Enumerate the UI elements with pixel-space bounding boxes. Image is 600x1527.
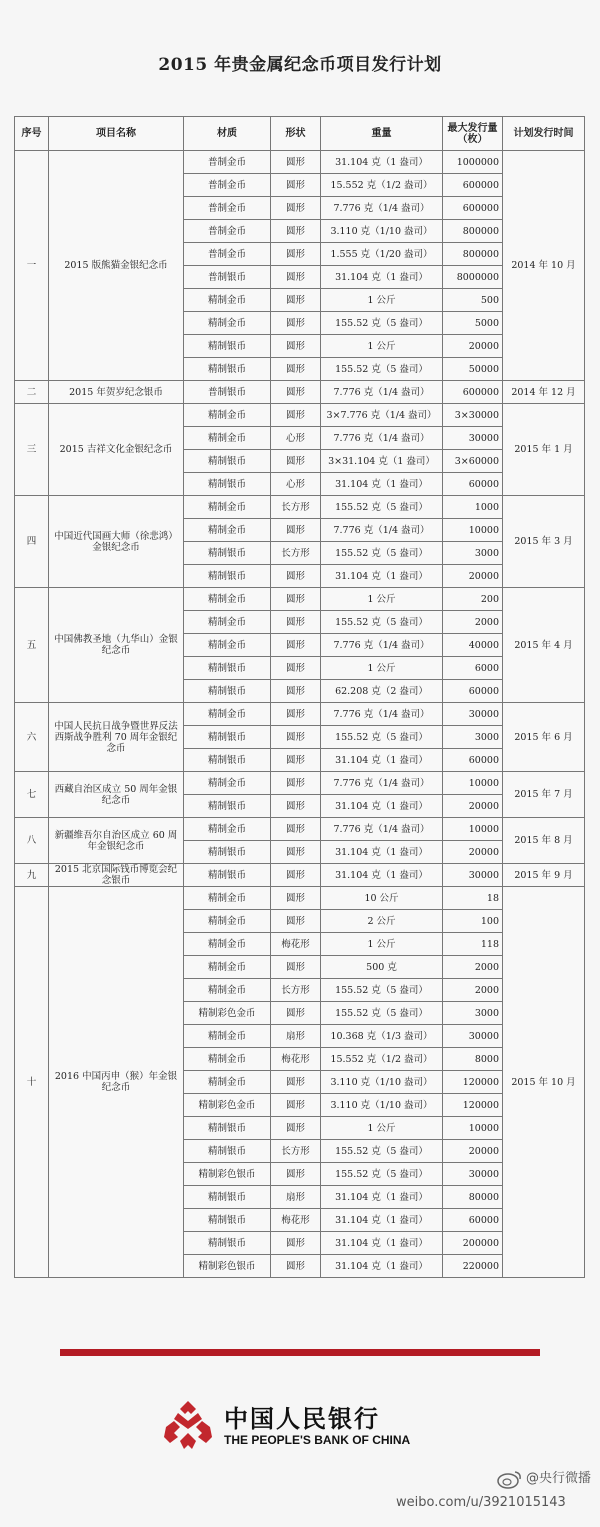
quantity-cell: 60000 (443, 473, 503, 496)
weight-cell: 31.104 克（1 盎司） (321, 1232, 443, 1255)
issue-date: 2015 年 3 月 (503, 496, 585, 588)
material-cell: 精制银币 (184, 680, 271, 703)
header-shape: 形状 (271, 117, 321, 151)
project-seq: 九 (15, 864, 49, 887)
quantity-cell: 8000 (443, 1048, 503, 1071)
shape-cell: 圆形 (271, 841, 321, 864)
quantity-cell: 5000 (443, 312, 503, 335)
quantity-cell: 800000 (443, 220, 503, 243)
material-cell: 精制金币 (184, 703, 271, 726)
material-cell: 精制金币 (184, 427, 271, 450)
quantity-cell: 40000 (443, 634, 503, 657)
shape-cell: 梅花形 (271, 1048, 321, 1071)
quantity-cell: 60000 (443, 749, 503, 772)
weight-cell: 1 公斤 (321, 289, 443, 312)
project-name: 2015 年贺岁纪念银币 (49, 381, 184, 404)
shape-cell: 圆形 (271, 335, 321, 358)
shape-cell: 扇形 (271, 1025, 321, 1048)
material-cell: 精制金币 (184, 887, 271, 910)
table-row (15, 496, 585, 519)
shape-cell: 扇形 (271, 1186, 321, 1209)
table-row (15, 404, 585, 427)
shape-cell: 圆形 (271, 1255, 321, 1278)
weight-cell: 31.104 克（1 盎司） (321, 864, 443, 887)
material-cell: 精制金币 (184, 496, 271, 519)
header-material: 材质 (184, 117, 271, 151)
material-cell: 精制银币 (184, 841, 271, 864)
quantity-cell: 30000 (443, 1025, 503, 1048)
weight-cell: 7.776 克（1/4 盎司） (321, 381, 443, 404)
header-project-name: 项目名称 (49, 117, 184, 151)
project-seq: 三 (15, 404, 49, 496)
quantity-cell: 600000 (443, 174, 503, 197)
quantity-cell: 3×30000 (443, 404, 503, 427)
issue-date: 2015 年 6 月 (503, 703, 585, 772)
material-cell: 普制金币 (184, 243, 271, 266)
weight-cell: 155.52 克（5 盎司） (321, 979, 443, 1002)
weight-cell: 7.776 克（1/4 盎司） (321, 772, 443, 795)
table-row (15, 588, 585, 611)
issuance-plan-table (14, 116, 585, 1278)
shape-cell: 圆形 (271, 726, 321, 749)
material-cell: 精制银币 (184, 864, 271, 887)
material-cell: 精制金币 (184, 933, 271, 956)
weibo-icon (497, 1469, 523, 1489)
weight-cell: 155.52 克（5 盎司） (321, 358, 443, 381)
material-cell: 精制金币 (184, 772, 271, 795)
shape-cell: 圆形 (271, 795, 321, 818)
shape-cell: 圆形 (271, 404, 321, 427)
weibo-handle: @央行微播 (526, 1471, 592, 1486)
shape-cell: 圆形 (271, 312, 321, 335)
weight-cell: 10 公斤 (321, 887, 443, 910)
table-row (15, 703, 585, 726)
material-cell: 精制银币 (184, 450, 271, 473)
weight-cell: 62.208 克（2 盎司） (321, 680, 443, 703)
material-cell: 精制银币 (184, 1140, 271, 1163)
header-seq: 序号 (15, 117, 49, 151)
quantity-cell: 10000 (443, 818, 503, 841)
material-cell: 普制金币 (184, 220, 271, 243)
material-cell: 精制金币 (184, 312, 271, 335)
quantity-cell: 3×60000 (443, 450, 503, 473)
quantity-cell: 20000 (443, 565, 503, 588)
material-cell: 精制金币 (184, 588, 271, 611)
weight-cell: 155.52 克（5 盎司） (321, 542, 443, 565)
shape-cell: 圆形 (271, 657, 321, 680)
shape-cell: 圆形 (271, 611, 321, 634)
bank-name-cn: 中国人民银行 (224, 1404, 380, 1433)
weight-cell: 155.52 克（5 盎司） (321, 1140, 443, 1163)
material-cell: 精制彩色金币 (184, 1094, 271, 1117)
pboc-logo-icon (160, 1397, 216, 1453)
weight-cell: 7.776 克（1/4 盎司） (321, 634, 443, 657)
issue-date: 2014 年 10 月 (503, 151, 585, 381)
table-row (15, 864, 585, 887)
table-header-row (15, 117, 585, 151)
quantity-cell: 30000 (443, 427, 503, 450)
shape-cell: 梅花形 (271, 933, 321, 956)
shape-cell: 圆形 (271, 197, 321, 220)
quantity-cell: 20000 (443, 795, 503, 818)
shape-cell: 长方形 (271, 1140, 321, 1163)
shape-cell: 圆形 (271, 703, 321, 726)
weight-cell: 10.368 克（1/3 盎司） (321, 1025, 443, 1048)
material-cell: 精制金币 (184, 1025, 271, 1048)
footer-red-bar (60, 1349, 540, 1356)
weight-cell: 31.104 克（1 盎司） (321, 795, 443, 818)
shape-cell: 圆形 (271, 220, 321, 243)
material-cell: 普制金币 (184, 151, 271, 174)
shape-cell: 圆形 (271, 266, 321, 289)
weight-cell: 1 公斤 (321, 588, 443, 611)
material-cell: 精制金币 (184, 818, 271, 841)
shape-cell: 圆形 (271, 174, 321, 197)
table-row (15, 887, 585, 910)
shape-cell: 圆形 (271, 864, 321, 887)
weight-cell: 155.52 克（5 盎司） (321, 312, 443, 335)
shape-cell: 圆形 (271, 1117, 321, 1140)
quantity-cell: 60000 (443, 680, 503, 703)
table-body (15, 151, 585, 1278)
issue-date: 2015 年 7 月 (503, 772, 585, 818)
material-cell: 精制金币 (184, 404, 271, 427)
material-cell: 精制金币 (184, 289, 271, 312)
project-seq: 五 (15, 588, 49, 703)
shape-cell: 圆形 (271, 519, 321, 542)
weight-cell: 155.52 克（5 盎司） (321, 1163, 443, 1186)
material-cell: 精制金币 (184, 611, 271, 634)
shape-cell: 圆形 (271, 358, 321, 381)
quantity-cell: 10000 (443, 772, 503, 795)
weight-cell: 31.104 克（1 盎司） (321, 841, 443, 864)
material-cell: 普制金币 (184, 197, 271, 220)
header-weight: 重量 (321, 117, 443, 151)
shape-cell: 圆形 (271, 910, 321, 933)
material-cell: 精制金币 (184, 1071, 271, 1094)
material-cell: 精制银币 (184, 749, 271, 772)
shape-cell: 圆形 (271, 1094, 321, 1117)
quantity-cell: 3000 (443, 1002, 503, 1025)
issue-date: 2015 年 10 月 (503, 887, 585, 1278)
shape-cell: 长方形 (271, 542, 321, 565)
shape-cell: 圆形 (271, 1232, 321, 1255)
table-row (15, 151, 585, 174)
material-cell: 普制银币 (184, 381, 271, 404)
weight-cell: 155.52 克（5 盎司） (321, 726, 443, 749)
material-cell: 精制银币 (184, 542, 271, 565)
shape-cell: 圆形 (271, 450, 321, 473)
project-seq: 四 (15, 496, 49, 588)
quantity-cell: 3000 (443, 542, 503, 565)
weight-cell: 31.104 克（1 盎司） (321, 565, 443, 588)
shape-cell: 圆形 (271, 588, 321, 611)
issue-date: 2015 年 1 月 (503, 404, 585, 496)
shape-cell: 长方形 (271, 496, 321, 519)
material-cell: 精制金币 (184, 634, 271, 657)
weight-cell: 7.776 克（1/4 盎司） (321, 427, 443, 450)
table-row (15, 381, 585, 404)
shape-cell: 圆形 (271, 1163, 321, 1186)
shape-cell: 心形 (271, 473, 321, 496)
weight-cell: 31.104 克（1 盎司） (321, 151, 443, 174)
quantity-cell: 10000 (443, 1117, 503, 1140)
material-cell: 精制银币 (184, 657, 271, 680)
weight-cell: 500 克 (321, 956, 443, 979)
bank-name-en: THE PEOPLE'S BANK OF CHINA (224, 1433, 411, 1447)
material-cell: 精制银币 (184, 1209, 271, 1232)
shape-cell: 圆形 (271, 772, 321, 795)
project-seq: 八 (15, 818, 49, 864)
quantity-cell: 60000 (443, 1209, 503, 1232)
quantity-cell: 30000 (443, 703, 503, 726)
shape-cell: 圆形 (271, 565, 321, 588)
weight-cell: 1 公斤 (321, 657, 443, 680)
material-cell: 普制金币 (184, 174, 271, 197)
header-issue-date: 计划发行时间 (503, 117, 585, 151)
weight-cell: 7.776 克（1/4 盎司） (321, 519, 443, 542)
material-cell: 精制金币 (184, 519, 271, 542)
quantity-cell: 800000 (443, 243, 503, 266)
weight-cell: 7.776 克（1/4 盎司） (321, 818, 443, 841)
material-cell: 精制银币 (184, 1186, 271, 1209)
quantity-cell: 220000 (443, 1255, 503, 1278)
quantity-cell: 18 (443, 887, 503, 910)
weight-cell: 7.776 克（1/4 盎司） (321, 703, 443, 726)
quantity-cell: 8000000 (443, 266, 503, 289)
weight-cell: 31.104 克（1 盎司） (321, 473, 443, 496)
quantity-cell: 600000 (443, 381, 503, 404)
shape-cell: 长方形 (271, 979, 321, 1002)
quantity-cell: 20000 (443, 335, 503, 358)
page-title: 2015 年贵金属纪念币项目发行计划 (158, 55, 442, 75)
quantity-cell: 2000 (443, 979, 503, 1002)
project-name: 中国近代国画大师（徐悲鸿）金银纪念币 (49, 496, 184, 588)
table-row (15, 772, 585, 795)
issue-date: 2015 年 4 月 (503, 588, 585, 703)
weight-cell: 3×7.776 克（1/4 盎司） (321, 404, 443, 427)
shape-cell: 圆形 (271, 243, 321, 266)
weight-cell: 31.104 克（1 盎司） (321, 1186, 443, 1209)
project-name: 中国佛教圣地（九华山）金银纪念币 (49, 588, 184, 703)
weight-cell: 155.52 克（5 盎司） (321, 611, 443, 634)
weight-cell: 1 公斤 (321, 933, 443, 956)
material-cell: 精制银币 (184, 1117, 271, 1140)
project-name: 西藏自治区成立 50 周年金银纪念币 (49, 772, 184, 818)
quantity-cell: 80000 (443, 1186, 503, 1209)
quantity-cell: 200000 (443, 1232, 503, 1255)
quantity-cell: 30000 (443, 1163, 503, 1186)
weight-cell: 15.552 克（1/2 盎司） (321, 174, 443, 197)
shape-cell: 圆形 (271, 887, 321, 910)
project-name: 2015 版熊猫金银纪念币 (49, 151, 184, 381)
shape-cell: 圆形 (271, 289, 321, 312)
weight-cell: 3×31.104 克（1 盎司） (321, 450, 443, 473)
shape-cell: 圆形 (271, 1002, 321, 1025)
material-cell: 精制金币 (184, 979, 271, 1002)
weight-cell: 3.110 克（1/10 盎司） (321, 220, 443, 243)
quantity-cell: 500 (443, 289, 503, 312)
shape-cell: 心形 (271, 427, 321, 450)
project-name: 2015 吉祥文化金银纪念币 (49, 404, 184, 496)
weight-cell: 2 公斤 (321, 910, 443, 933)
shape-cell: 圆形 (271, 381, 321, 404)
material-cell: 精制彩色银币 (184, 1255, 271, 1278)
quantity-cell: 10000 (443, 519, 503, 542)
project-name: 新疆维吾尔自治区成立 60 周年金银纪念币 (49, 818, 184, 864)
quantity-cell: 20000 (443, 841, 503, 864)
quantity-cell: 20000 (443, 1140, 503, 1163)
quantity-cell: 30000 (443, 864, 503, 887)
weight-cell: 1 公斤 (321, 1117, 443, 1140)
issue-date: 2014 年 12 月 (503, 381, 585, 404)
shape-cell: 圆形 (271, 634, 321, 657)
project-seq: 六 (15, 703, 49, 772)
shape-cell: 圆形 (271, 151, 321, 174)
project-seq: 十 (15, 887, 49, 1278)
shape-cell: 梅花形 (271, 1209, 321, 1232)
project-name: 中国人民抗日战争暨世界反法西斯战争胜利 70 周年金银纪念币 (49, 703, 184, 772)
shape-cell: 圆形 (271, 818, 321, 841)
weight-cell: 31.104 克（1 盎司） (321, 749, 443, 772)
material-cell: 精制银币 (184, 358, 271, 381)
quantity-cell: 120000 (443, 1094, 503, 1117)
project-seq: 一 (15, 151, 49, 381)
project-name: 2016 中国丙申（猴）年金银纪念币 (49, 887, 184, 1278)
project-seq: 七 (15, 772, 49, 818)
weight-cell: 155.52 克（5 盎司） (321, 1002, 443, 1025)
material-cell: 精制金币 (184, 956, 271, 979)
shape-cell: 圆形 (271, 1071, 321, 1094)
material-cell: 精制银币 (184, 335, 271, 358)
quantity-cell: 2000 (443, 611, 503, 634)
material-cell: 精制金币 (184, 910, 271, 933)
material-cell: 精制银币 (184, 795, 271, 818)
issue-date: 2015 年 8 月 (503, 818, 585, 864)
project-name: 2015 北京国际钱币博览会纪念银币 (49, 864, 184, 887)
quantity-cell: 100 (443, 910, 503, 933)
shape-cell: 圆形 (271, 956, 321, 979)
issue-date: 2015 年 9 月 (503, 864, 585, 887)
quantity-cell: 6000 (443, 657, 503, 680)
material-cell: 精制银币 (184, 473, 271, 496)
weight-cell: 31.104 克（1 盎司） (321, 1255, 443, 1278)
quantity-cell: 50000 (443, 358, 503, 381)
weight-cell: 155.52 克（5 盎司） (321, 496, 443, 519)
quantity-cell: 1000 (443, 496, 503, 519)
quantity-cell: 600000 (443, 197, 503, 220)
quantity-cell: 118 (443, 933, 503, 956)
material-cell: 精制银币 (184, 726, 271, 749)
weight-cell: 1 公斤 (321, 335, 443, 358)
material-cell: 普制银币 (184, 266, 271, 289)
quantity-cell: 200 (443, 588, 503, 611)
quantity-cell: 3000 (443, 726, 503, 749)
quantity-cell: 2000 (443, 956, 503, 979)
shape-cell: 圆形 (271, 680, 321, 703)
material-cell: 精制银币 (184, 565, 271, 588)
quantity-cell: 120000 (443, 1071, 503, 1094)
project-seq: 二 (15, 381, 49, 404)
material-cell: 精制彩色金币 (184, 1002, 271, 1025)
material-cell: 精制彩色银币 (184, 1163, 271, 1186)
weight-cell: 31.104 克（1 盎司） (321, 266, 443, 289)
weight-cell: 7.776 克（1/4 盎司） (321, 197, 443, 220)
header-max-quantity: 最大发行量（枚） (443, 117, 503, 151)
weight-cell: 31.104 克（1 盎司） (321, 1209, 443, 1232)
material-cell: 精制银币 (184, 1232, 271, 1255)
quantity-cell: 1000000 (443, 151, 503, 174)
material-cell: 精制金币 (184, 1048, 271, 1071)
weight-cell: 1.555 克（1/20 盎司） (321, 243, 443, 266)
shape-cell: 圆形 (271, 749, 321, 772)
weight-cell: 15.552 克（1/2 盎司） (321, 1048, 443, 1071)
weight-cell: 3.110 克（1/10 盎司） (321, 1071, 443, 1094)
weibo-url: weibo.com/u/3921015143 (396, 1495, 566, 1510)
pboc-logo (160, 1395, 440, 1455)
weight-cell: 3.110 克（1/10 盎司） (321, 1094, 443, 1117)
table-row (15, 818, 585, 841)
